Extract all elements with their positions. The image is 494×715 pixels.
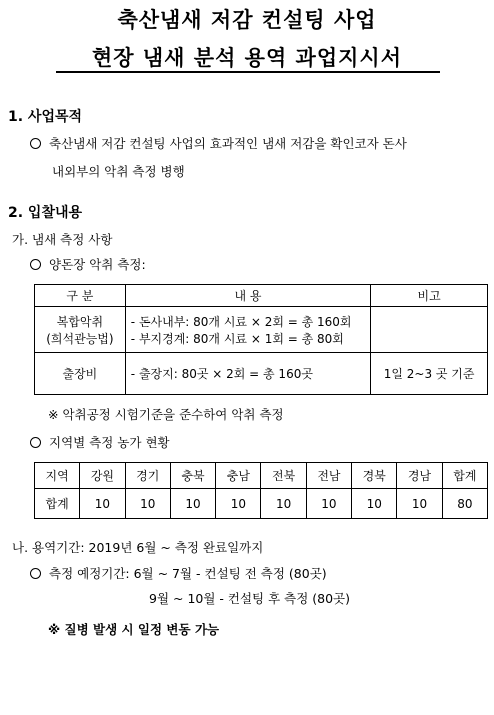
count-cell: 합계 (35, 489, 80, 519)
count-cell: 10 (352, 489, 397, 519)
note-odor-standard: ※ 악취공정 시험기준을 준수하여 악취 측정 (48, 407, 284, 422)
region-cell: 경기 (125, 463, 170, 489)
count-cell: 10 (125, 489, 170, 519)
region-cell: 강원 (80, 463, 125, 489)
bullet1-text: 양돈장 악취 측정: (49, 257, 146, 272)
count-cell: 10 (80, 489, 125, 519)
region-header-row (35, 463, 488, 489)
subsection-a-heading: 가. 냄새 측정 사항 (12, 232, 113, 247)
section1-bullet (30, 134, 407, 152)
region-cell: 합계 (442, 463, 487, 489)
section1-text-line2: 내외부의 악취 측정 병행 (52, 164, 185, 179)
document-title: 축산냄새 저감 컨설팅 사업 (117, 8, 377, 32)
count-cell: 10 (306, 489, 351, 519)
row2-note: 1일 2~3 곳 기준 (371, 353, 488, 395)
schedule-line1: 측정 예정기간: 6월 ~ 7월 - 컨설팅 전 측정 (80곳) (49, 566, 327, 581)
count-cell: 10 (216, 489, 261, 519)
header-note: 비고 (371, 285, 488, 307)
row1-note (371, 307, 488, 353)
region-cell: 전북 (261, 463, 306, 489)
region-cell: 경북 (352, 463, 397, 489)
row1-category-line2: (희석관능법) (46, 331, 114, 346)
row1-content (125, 307, 370, 353)
row1-category (35, 307, 126, 353)
section2-heading: 2. 입찰내용 (8, 205, 83, 221)
count-cell: 10 (170, 489, 215, 519)
section2-bullet2 (30, 433, 170, 451)
subsection-b-period: 나. 용역기간: 2019년 6월 ~ 측정 완료일까지 (12, 540, 264, 555)
section2-bullet1 (30, 255, 146, 273)
schedule-line2: 9월 ~ 10월 - 컨설팅 후 측정 (80곳) (149, 591, 350, 606)
region-cell: 지역 (35, 463, 80, 489)
header-category: 구 분 (35, 285, 126, 307)
region-cell: 충남 (216, 463, 261, 489)
count-cell: 10 (397, 489, 442, 519)
table-row (35, 307, 488, 353)
bullet2-text: 지역별 측정 농가 현황 (49, 435, 170, 450)
circle-bullet-icon (30, 138, 41, 149)
region-cell: 충북 (170, 463, 215, 489)
row1-category-line1: 복합악취 (56, 314, 104, 329)
header-content: 내 용 (125, 285, 370, 307)
region-farm-table (34, 462, 488, 519)
note-disease-schedule: ※ 질병 발생 시 일정 변동 가능 (48, 622, 220, 637)
measurement-table (34, 284, 488, 395)
row2-content: - 출장지: 80곳 × 2회 = 총 160곳 (125, 353, 370, 395)
section1-text-line1: 축산냄새 저감 컨설팅 사업의 효과적인 냄새 저감을 확인코자 돈사 (49, 136, 407, 151)
row2-category: 출장비 (35, 353, 126, 395)
circle-bullet-icon (30, 437, 41, 448)
row1-content-line2: - 부지경계: 80개 시료 × 1회 = 총 80회 (130, 331, 344, 346)
subtitle-underline (56, 71, 440, 73)
count-cell: 10 (261, 489, 306, 519)
section1-heading: 1. 사업목적 (8, 109, 83, 125)
circle-bullet-icon (30, 568, 41, 579)
document-subtitle: 현장 냄새 분석 용역 과업지시서 (92, 46, 402, 70)
circle-bullet-icon (30, 259, 41, 270)
region-cell: 경남 (397, 463, 442, 489)
table-header-row (35, 285, 488, 307)
row1-content-line1: - 돈사내부: 80개 시료 × 2회 = 총 160회 (130, 314, 352, 329)
count-cell: 80 (442, 489, 487, 519)
schedule-bullet (30, 564, 327, 582)
region-count-row (35, 489, 488, 519)
region-cell: 전남 (306, 463, 351, 489)
table-row (35, 353, 488, 395)
